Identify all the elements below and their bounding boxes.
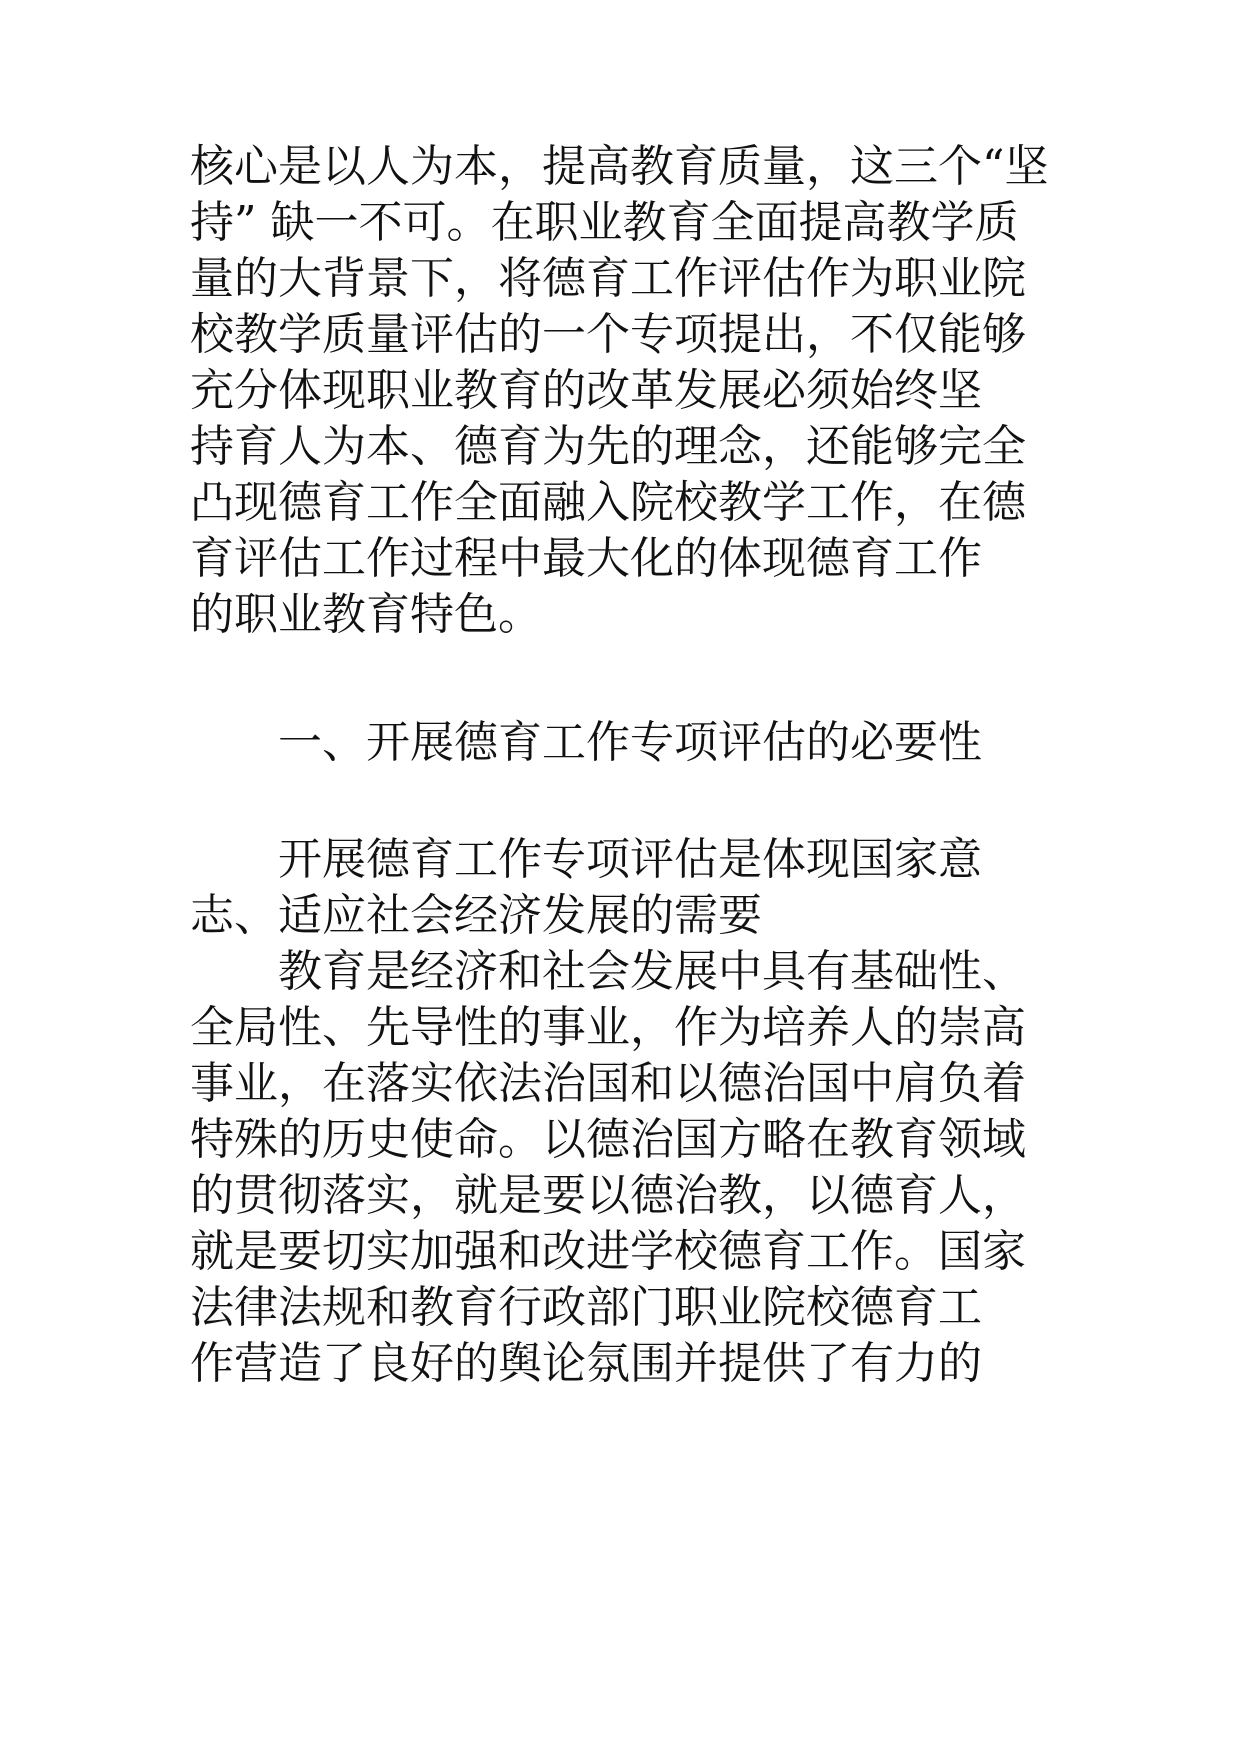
- paragraph-1-line: 量的大背景下，将德育工作评估作为职业院: [190, 253, 1026, 304]
- paragraph-1-line: 持育人为本、德育为先的理念，还能够完全: [190, 421, 1026, 472]
- paragraph-1-line: 育评估工作过程中最大化的体现德育工作: [190, 533, 982, 584]
- paragraph-1-line: 校教学质量评估的一个专项提出，不仅能够: [190, 309, 1026, 360]
- paragraph-1-line: 凸现德育工作全面融入院校教学工作，在德: [190, 477, 1026, 528]
- paragraph-1-line: 持” 缺一不可。在职业教育全面提高教学质: [190, 197, 1019, 248]
- paragraph-1-line: 核心是以人为本，提高教育质量，这三个“坚: [190, 141, 1049, 192]
- paragraph-2-line: 事业，在落实依法治国和以德治国中肩负着: [190, 1058, 1026, 1109]
- paragraph-2-line: 法律法规和教育行政部门职业院校德育工: [190, 1282, 982, 1333]
- subheading-line: 开展德育工作专项评估是体现国家意: [278, 834, 982, 885]
- paragraph-1-line: 充分体现职业教育的改革发展必须始终坚: [190, 365, 982, 416]
- paragraph-2-line: 的贯彻落实，就是要以德治教，以德育人，: [190, 1170, 1026, 1221]
- paragraph-2-line: 作营造了良好的舆论氛围并提供了有力的: [190, 1338, 982, 1389]
- section-heading: 一、开展德育工作专项评估的必要性: [278, 717, 982, 768]
- paragraph-1-line: 的职业教育特色。: [190, 589, 542, 640]
- subheading-line: 志、适应社会经济发展的需要: [190, 890, 762, 941]
- paragraph-2-line: 特殊的历史使命。以德治国方略在教育领域: [190, 1114, 1026, 1165]
- paragraph-2-line: 教育是经济和社会发展中具有基础性、: [278, 946, 1026, 997]
- paragraph-2-line: 全局性、先导性的事业，作为培养人的崇高: [190, 1002, 1026, 1053]
- paragraph-2-line: 就是要切实加强和改进学校德育工作。国家: [190, 1226, 1026, 1277]
